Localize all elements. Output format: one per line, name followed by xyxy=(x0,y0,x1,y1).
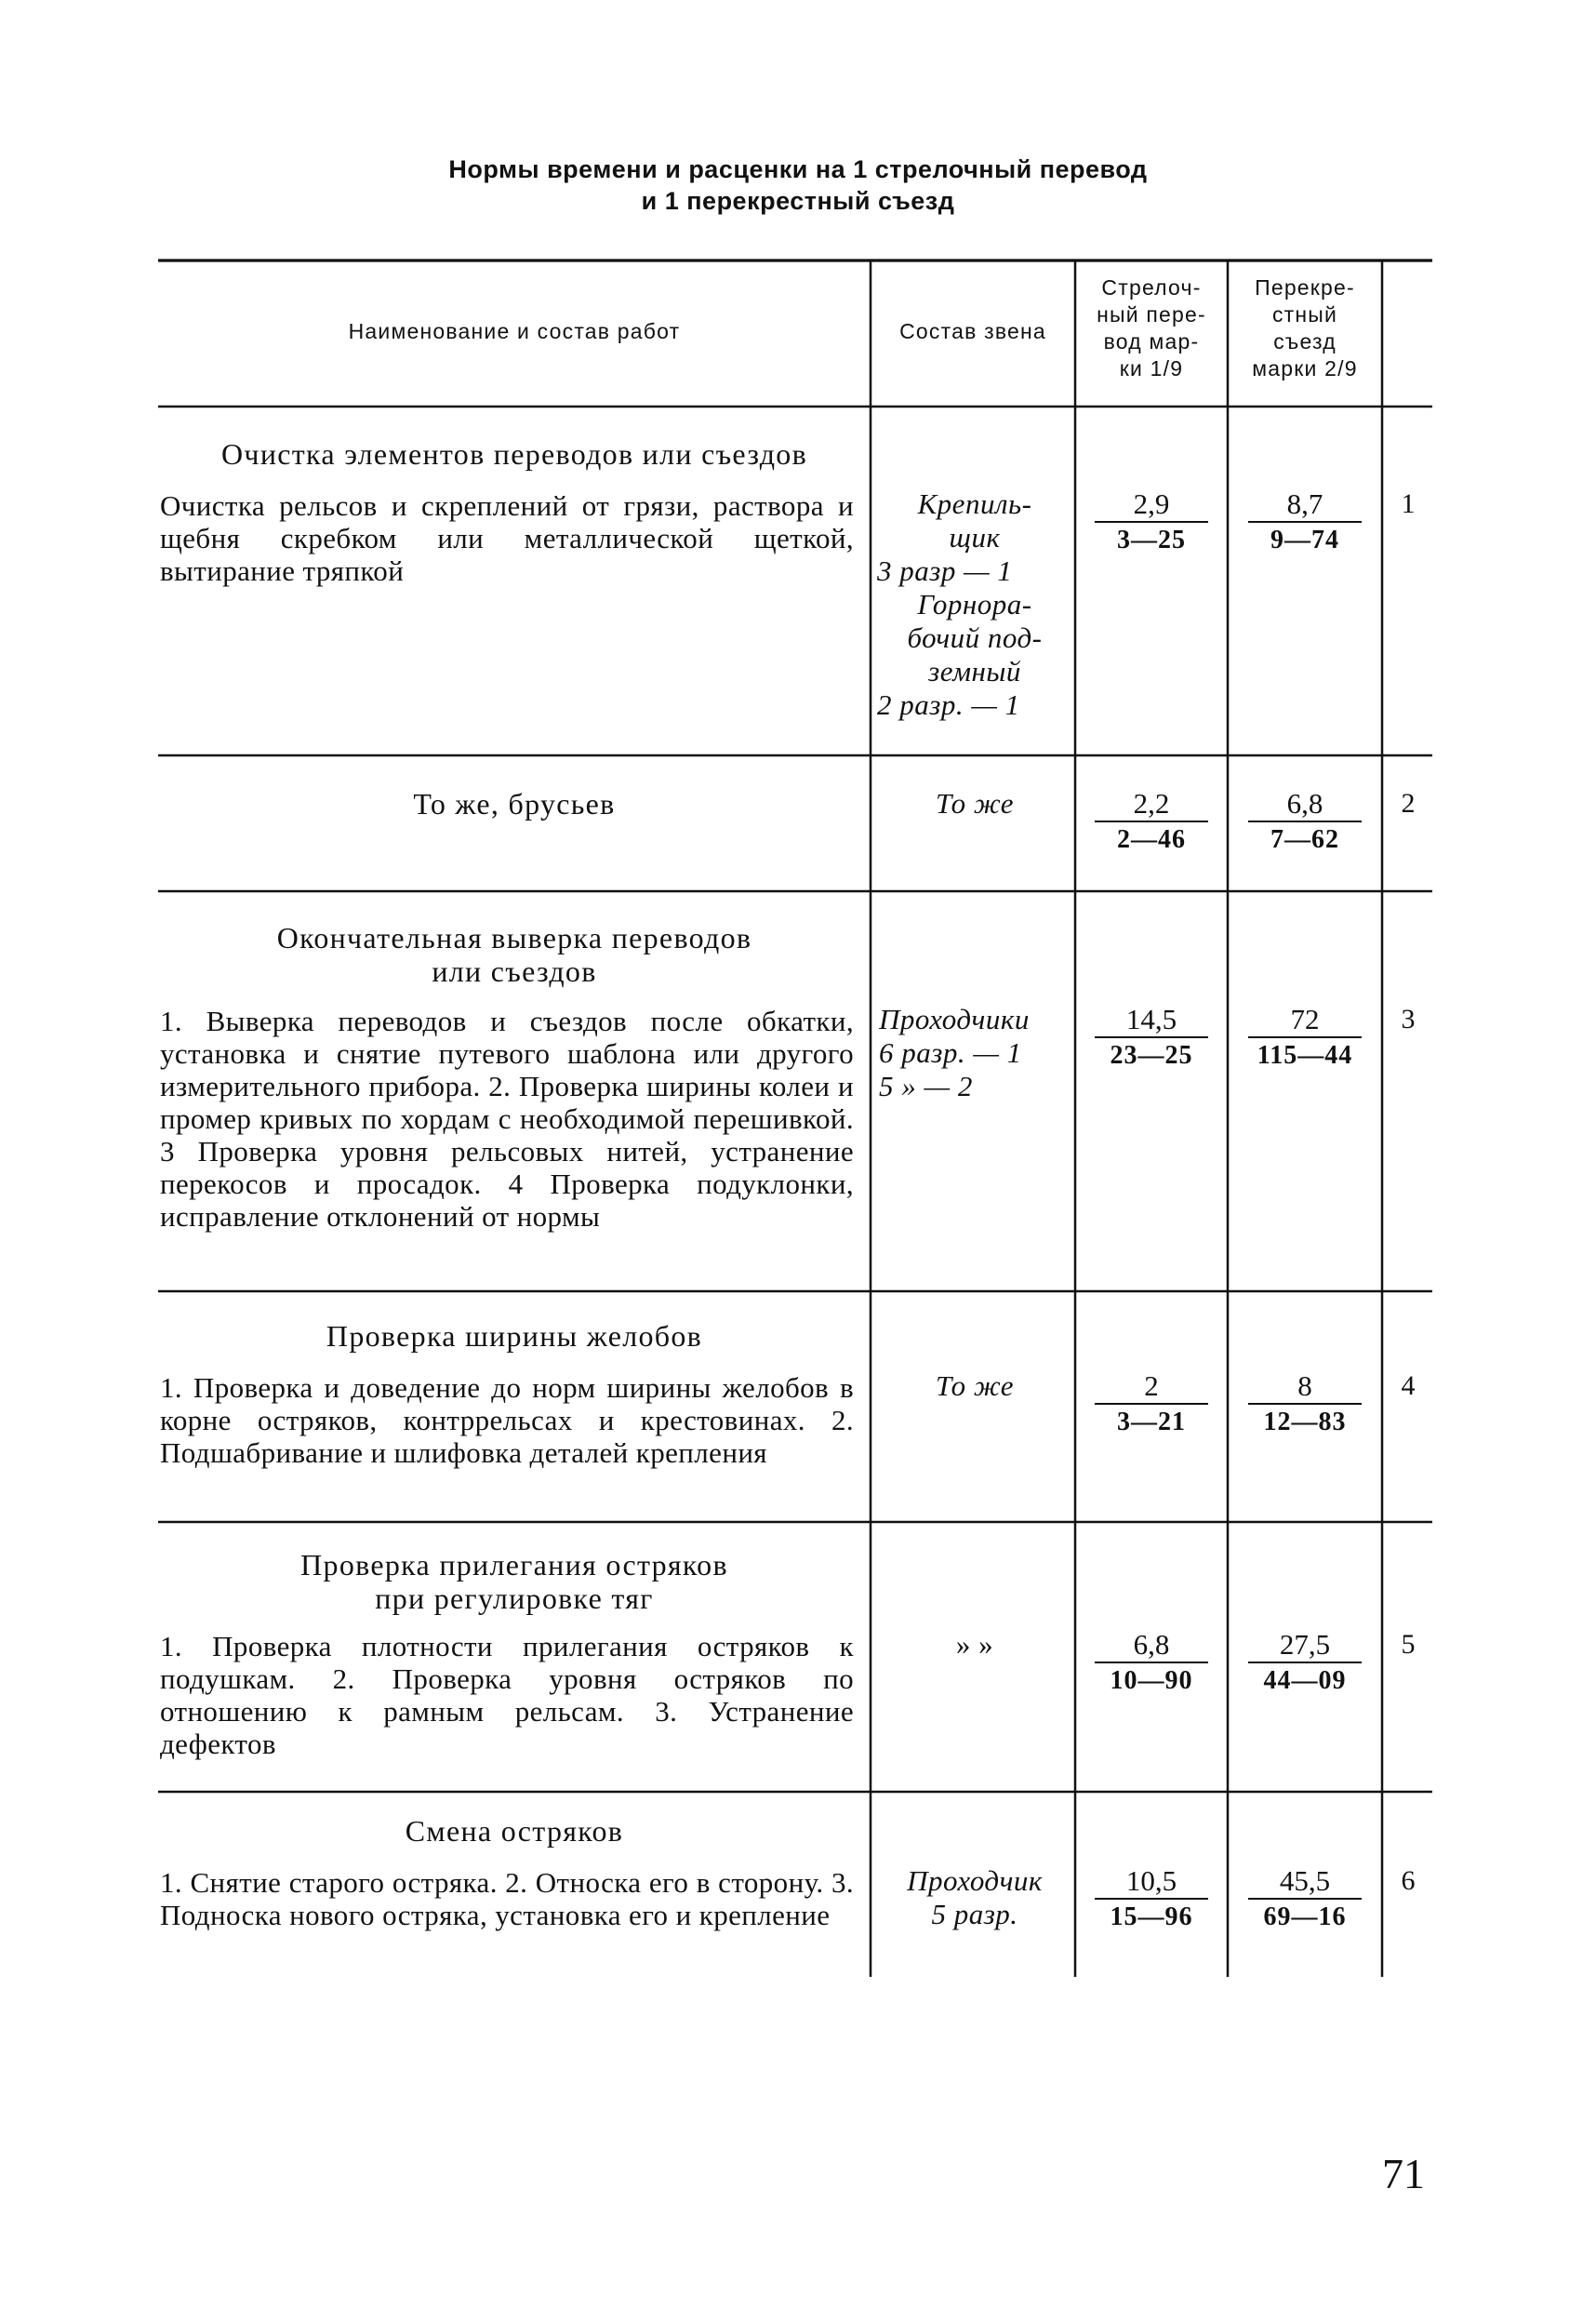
crossing-norm xyxy=(1235,1003,1375,1074)
header-crossing xyxy=(1228,274,1382,382)
header-crossing-line: съезд xyxy=(1273,329,1337,354)
crew-line: щик xyxy=(949,521,1001,554)
time-norm: 6,8 xyxy=(1248,787,1362,822)
time-norm: 14,5 xyxy=(1095,1003,1208,1038)
price-rate: 7—62 xyxy=(1270,825,1339,854)
row-description: 1. Снятие старого остряка. 2. Относка его в сторону. 3. Подноска нового остряка, установка его и крепление xyxy=(160,1866,854,1931)
price-rate: 3—25 xyxy=(1117,526,1186,554)
price-rate: 12—83 xyxy=(1263,1408,1347,1436)
price-rate: 44—09 xyxy=(1263,1666,1347,1695)
time-norm: 8,7 xyxy=(1248,487,1362,523)
header-switch-line: вод мар- xyxy=(1103,329,1200,354)
row-section-title: Проверка ширины желобов xyxy=(326,1319,703,1353)
header-switch-line: ки 1/9 xyxy=(1119,356,1184,380)
title-line-1: Нормы времени и расценки на 1 стрелочный перевод xyxy=(448,155,1148,183)
time-norm: 27,5 xyxy=(1248,1628,1362,1663)
row-crew xyxy=(877,487,1072,722)
time-norm: 6,8 xyxy=(1095,1628,1208,1663)
row-description: 1. Проверка и доведение до норм ширины желобов в корне остряков, контррельсах и крестовинах. 2. Подшабривание и шлифовка деталей крепления xyxy=(160,1371,854,1469)
price-rate: 15—96 xyxy=(1110,1902,1193,1931)
time-norm: 72 xyxy=(1248,1003,1362,1038)
section-line: Проверка прилегания остряков xyxy=(300,1548,728,1582)
crew-line: Проходчик xyxy=(907,1864,1043,1897)
header-work: Наименование и состав работ xyxy=(348,319,681,343)
crossing-norm xyxy=(1235,1628,1375,1699)
crossing-norm xyxy=(1235,787,1375,858)
row-section-title: Смена остряков xyxy=(405,1814,624,1848)
row-crew xyxy=(877,1369,1072,1403)
crew-line: 5 разр. xyxy=(931,1898,1018,1930)
header-switch-line: Стрелоч- xyxy=(1101,275,1202,300)
switch-norm xyxy=(1082,1003,1221,1074)
row-section-title: То же, брусьев xyxy=(413,787,616,821)
header-switch xyxy=(1075,274,1228,382)
header-crossing-line: Перекре- xyxy=(1255,275,1355,300)
row-crew xyxy=(877,1864,1072,1931)
crew-line: 5 » — 2 xyxy=(879,1070,973,1102)
crew-line: 3 разр — 1 xyxy=(877,554,1013,587)
row-description: 1. Проверка плотности прилегания остряков к подушкам. 2. Проверка уровня остряков по отношению к рамным рельсам. 3. Устранение дефектов xyxy=(160,1630,854,1760)
crew-line: 6 разр. — 1 xyxy=(879,1036,1022,1069)
time-norm: 10,5 xyxy=(1095,1864,1208,1900)
crossing-norm xyxy=(1235,1864,1375,1935)
crew-line: То же xyxy=(935,787,1015,820)
switch-norm xyxy=(1082,787,1221,858)
crossing-norm xyxy=(1235,1369,1375,1440)
row-description: 1. Выверка переводов и съездов после обкатки, установка и снятие путевого шаблона или другого измерительного прибора. 2. Проверка ширины колеи и промер кривых по хордам с необходимой перешивкой. 3 Проверка уровня рельсовых нитей, устранение перекосов и просадок. 4 Проверка подуклонки, исправление отклонений от нормы xyxy=(160,1005,854,1233)
row-number: 4 xyxy=(1401,1370,1416,1401)
switch-norm xyxy=(1082,487,1221,558)
price-rate: 10—90 xyxy=(1110,1666,1193,1695)
price-rate: 23—25 xyxy=(1110,1041,1193,1070)
row-number: 6 xyxy=(1401,1865,1416,1896)
price-rate: 2—46 xyxy=(1117,825,1186,854)
header-switch-line: ный пере- xyxy=(1097,302,1206,327)
crew-line: Проходчики xyxy=(879,1003,1030,1035)
time-norm: 45,5 xyxy=(1248,1864,1362,1900)
row-crew xyxy=(877,1628,1072,1662)
crew-line: Крепиль- xyxy=(917,487,1032,520)
time-norm: 2,9 xyxy=(1095,487,1208,523)
crew-line: бочий под- xyxy=(907,621,1043,654)
table-title xyxy=(0,153,1596,217)
page-number: 71 xyxy=(1382,2150,1425,2197)
section-line: при регулировке тяг xyxy=(375,1582,654,1615)
header-crew: Состав звена xyxy=(899,319,1046,343)
row-description: Очистка рельсов и скреплений от грязи, раствора и щебня скребком или металлической щеткой, вытирание тряпкой xyxy=(160,489,854,587)
row-section-title: Очистка элементов переводов или съездов xyxy=(221,437,807,471)
time-norm: 2 xyxy=(1095,1369,1208,1405)
section-line: или съездов xyxy=(432,954,597,988)
crew-line: земный xyxy=(928,655,1021,687)
crossing-norm xyxy=(1235,487,1375,558)
switch-norm xyxy=(1082,1369,1221,1440)
row-number: 2 xyxy=(1401,788,1416,819)
price-rate: 9—74 xyxy=(1270,526,1339,554)
row-section-title xyxy=(158,1548,871,1615)
row-number: 1 xyxy=(1401,488,1416,519)
row-section-title xyxy=(158,921,871,988)
title-line-2: и 1 перекрестный съезд xyxy=(641,187,955,215)
switch-norm xyxy=(1082,1628,1221,1699)
header-crossing-line: стный xyxy=(1271,302,1338,327)
section-line: Окончательная выверка переводов xyxy=(276,921,752,954)
crew-line: То же xyxy=(935,1369,1015,1402)
row-number: 3 xyxy=(1401,1004,1416,1034)
time-norm: 8 xyxy=(1248,1369,1362,1405)
crew-line: » » xyxy=(955,1628,994,1661)
row-number: 5 xyxy=(1401,1629,1416,1660)
switch-norm xyxy=(1082,1864,1221,1935)
price-rate: 115—44 xyxy=(1257,1041,1353,1070)
time-norm: 2,2 xyxy=(1095,787,1208,822)
header-crossing-line: марки 2/9 xyxy=(1252,356,1358,380)
price-rate: 69—16 xyxy=(1263,1902,1347,1931)
crew-line: 2 разр. — 1 xyxy=(877,688,1020,721)
row-crew xyxy=(877,787,1072,821)
row-crew xyxy=(879,1003,1074,1103)
price-rate: 3—21 xyxy=(1117,1408,1186,1436)
crew-line: Горнора- xyxy=(917,588,1032,621)
